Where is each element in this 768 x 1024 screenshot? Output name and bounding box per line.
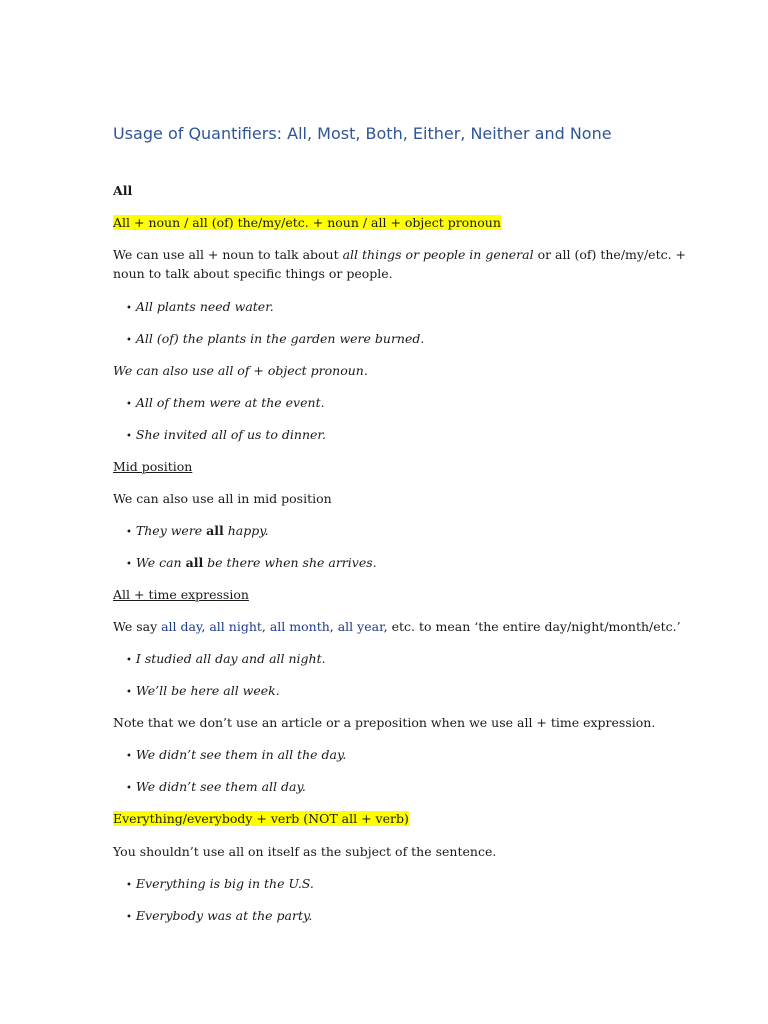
list-item-example-7 [126, 649, 326, 670]
list-item-part-c: be there when she arrives. [203, 555, 377, 570]
paragraph-1-line-2: noun to talk about specific things or people. [113, 266, 393, 281]
bullet-icon: • [126, 880, 132, 891]
list-item-example-6 [126, 553, 377, 574]
subheading-time-expression [113, 585, 249, 604]
rule-highlight-1-text: All + noun / all (of) the/my/etc. + noun / all + object pronoun [113, 215, 501, 230]
list-item-example-12 [126, 906, 312, 927]
paragraph-1-part-c: or all (of) the/my/etc. + [533, 247, 687, 262]
bullet-icon: • [126, 399, 132, 410]
list-item-example-2 [126, 329, 424, 350]
subheading-mid-position [113, 457, 192, 476]
list-item-text: I studied all day and all night. [135, 651, 326, 666]
bullet-icon: • [126, 303, 132, 314]
paragraph-4-sep: , [201, 619, 210, 634]
paragraph-4-term-all-month: all month [269, 619, 330, 634]
bullet-icon: • [126, 912, 132, 923]
list-item-part-a: They were [135, 523, 207, 538]
paragraph-4-term-all-year: all year [337, 619, 384, 634]
section-heading-all [113, 181, 132, 200]
list-item-part-c: happy. [223, 523, 269, 538]
paragraph-6: You shouldn’t use all on itself as the subject of the sentence. [113, 844, 497, 859]
list-item-bold: all [185, 555, 204, 570]
paragraph-5: Note that we don’t use an article or a preposition when we use all + time expression. [113, 715, 656, 730]
paragraph-2: We can also use all of + object pronoun. [113, 363, 368, 378]
bullet-icon: • [126, 687, 132, 698]
subheading-mid-position-text: Mid position [113, 459, 193, 474]
list-item-text: She invited all of us to dinner. [135, 427, 326, 442]
section-heading-all-text: All [113, 183, 133, 198]
paragraph-4 [113, 617, 681, 636]
paragraph-4-term-all-day: all day [161, 619, 202, 634]
list-item-example-9 [126, 745, 346, 766]
paragraph-3: We can also use all in mid position [113, 491, 332, 506]
paragraph-4-sep: , [261, 619, 270, 634]
paragraph-1-part-a: We can use all + noun to talk about [113, 247, 343, 262]
list-item-example-5 [126, 521, 269, 542]
subheading-time-expression-text: All + time expression [113, 587, 249, 602]
list-item-part-a: We can [135, 555, 186, 570]
list-item-example-1 [126, 297, 274, 318]
list-item-text: All of them were at the event. [135, 395, 325, 410]
list-item-text: All plants need water. [135, 299, 274, 314]
bullet-icon: • [126, 431, 132, 442]
list-item-text: Everybody was at the party. [135, 908, 313, 923]
list-item-text: All (of) the plants in the garden were burned. [135, 331, 425, 346]
paragraph-1-part-b: all things or people in general [342, 247, 534, 262]
bullet-icon: • [126, 559, 132, 570]
paragraph-1-line-1 [113, 245, 686, 264]
rule-highlight-1 [113, 213, 501, 232]
list-item-example-8 [126, 681, 280, 702]
paragraph-4-part-i: , etc. to mean ‘the entire day/night/month/etc.’ [383, 619, 681, 634]
bullet-icon: • [126, 655, 132, 666]
list-item-example-10 [126, 777, 306, 798]
bullet-icon: • [126, 527, 132, 538]
list-item-example-3 [126, 393, 325, 414]
bullet-icon: • [126, 783, 132, 794]
paragraph-4-sep: , [329, 619, 338, 634]
rule-highlight-2 [113, 809, 409, 828]
list-item-bold: all [206, 523, 224, 538]
paragraph-4-term-all-night: all night [209, 619, 262, 634]
list-item-text: Everything is big in the U.S. [135, 876, 314, 891]
bullet-icon: • [126, 335, 132, 346]
list-item-text: We didn’t see them in all the day. [135, 747, 347, 762]
list-item-example-4 [126, 425, 326, 446]
bullet-icon: • [126, 751, 132, 762]
paragraph-4-part-a: We say [113, 619, 162, 634]
list-item-text: We didn’t see them all day. [135, 779, 306, 794]
page-title: Usage of Quantifiers: All, Most, Both, Either, Neither and None [113, 124, 612, 143]
rule-highlight-2-text: Everything/everybody + verb (NOT all + verb) [113, 811, 409, 826]
list-item-example-11 [126, 874, 314, 895]
list-item-text: We’ll be here all week. [135, 683, 280, 698]
